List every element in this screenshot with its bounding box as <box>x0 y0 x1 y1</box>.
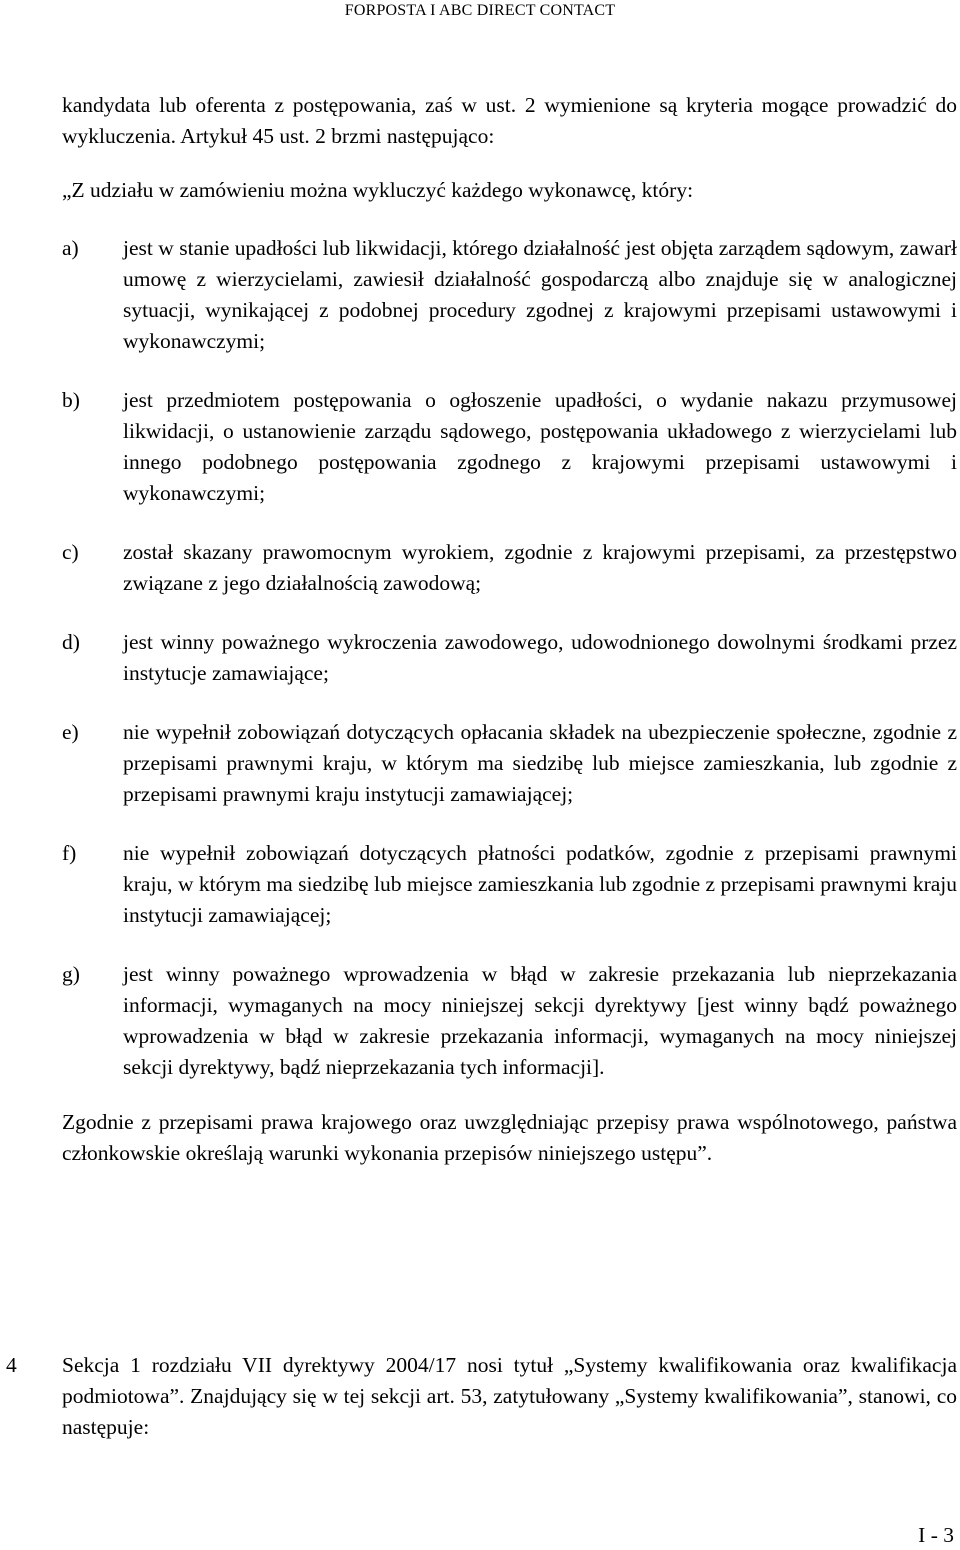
list-item <box>62 959 957 1083</box>
list-item-marker: f) <box>62 841 77 865</box>
list-item-text: jest przedmiotem postępowania o ogłoszenie upadłości, o wydanie nakazu przymusowej likwidacji, o ustanowienie zarządu sądowego, postępowania układowego z wierzycielami lub innego podobnego postępowania zgodnego z krajowymi przepisami ustawowymi i wykonawczymi; <box>123 388 957 505</box>
list-item <box>62 838 957 931</box>
list-item-text: jest w stanie upadłości lub likwidacji, którego działalność jest objęta zarządem sądowym, zawarł umowę z wierzycielami, zawiesił działalność gospodarczą albo znajduje się w analogicznej sytuacji, wynikającej z podobnej procedury zgodnej z krajowymi przepisami ustawowymi i wykonawczymi; <box>123 236 957 353</box>
list-item-marker: a) <box>62 236 79 260</box>
paragraph-text: Sekcja 1 rozdziału VII dyrektywy 2004/17 nosi tytuł „Systemy kwalifikowania oraz kwalifikacja podmiotowa”. Znajdujący się w tej sekcji art. 53, zatytułowany „Systemy kwalifikowania”, stanowi, co następuje: <box>62 1353 957 1439</box>
closing-paragraph: Zgodnie z przepisami prawa krajowego oraz uwzględniając przepisy prawa wspólnotowego, państwa członkowskie określają warunki wykonania przepisów niniejszego ustępu”. <box>62 1110 957 1165</box>
running-header <box>0 0 960 22</box>
list-item-text: nie wypełnił zobowiązań dotyczących opłacania składek na ubezpieczenie społeczne, zgodnie z przepisami prawnymi kraju, w którym ma siedzibę lub miejsce zamieszkania, lub zgodnie z przepisami prawnymi kraju instytucji zamawiającej; <box>123 720 957 806</box>
list-item-text: został skazany prawomocnym wyrokiem, zgodnie z krajowymi przepisami, za przestępstwo związane z jego działalnością zawodową; <box>123 540 957 595</box>
exclusion-criteria-list <box>62 233 957 1083</box>
list-item <box>62 233 957 357</box>
running-title: FORPOSTA I ABC DIRECT CONTACT <box>344 2 616 19</box>
list-item-marker: c) <box>62 540 79 564</box>
quote-intro: „Z udziału w zamówieniu można wykluczyć każdego wykonawcę, który: <box>62 178 694 202</box>
list-item-marker: e) <box>62 720 79 744</box>
opening-paragraph: kandydata lub oferenta z postępowania, zaś w ust. 2 wymienione są kryteria mogące prowadzić do wykluczenia. Artykuł 45 ust. 2 brzmi następująco: <box>62 93 957 148</box>
paragraph-number: 4 <box>6 1353 17 1377</box>
list-item <box>62 717 957 810</box>
list-item <box>62 385 957 509</box>
page-number: I - 3 <box>918 1523 954 1547</box>
list-item-text: nie wypełnił zobowiązań dotyczących płatności podatków, zgodnie z przepisami prawnymi kraju, w którym ma siedzibę lub miejsce zamieszkania lub zgodnie z przepisami prawnymi kraju instytucji zamawiającej; <box>123 841 957 927</box>
document-body <box>62 90 957 1169</box>
list-item-marker: d) <box>62 630 80 654</box>
list-item-text: jest winny poważnego wykroczenia zawodowego, udowodnionego dowolnymi środkami przez instytucje zamawiające; <box>123 630 957 685</box>
list-item-marker: g) <box>62 962 80 986</box>
numbered-paragraph <box>0 1350 957 1443</box>
list-item <box>62 627 957 689</box>
list-item <box>62 537 957 599</box>
list-item-marker: b) <box>62 388 80 412</box>
list-item-text: jest winny poważnego wprowadzenia w błąd w zakresie przekazania lub nieprzekazania informacji, wymaganych na mocy niniejszej sekcji dyrektywy [jest winny bądź poważnego wprowadzenia w błąd w zakresie przekazania informacji, wymaganych na mocy niniejszej sekcji dyrektywy, bądź nieprzekazania tych informacji]. <box>123 962 957 1079</box>
